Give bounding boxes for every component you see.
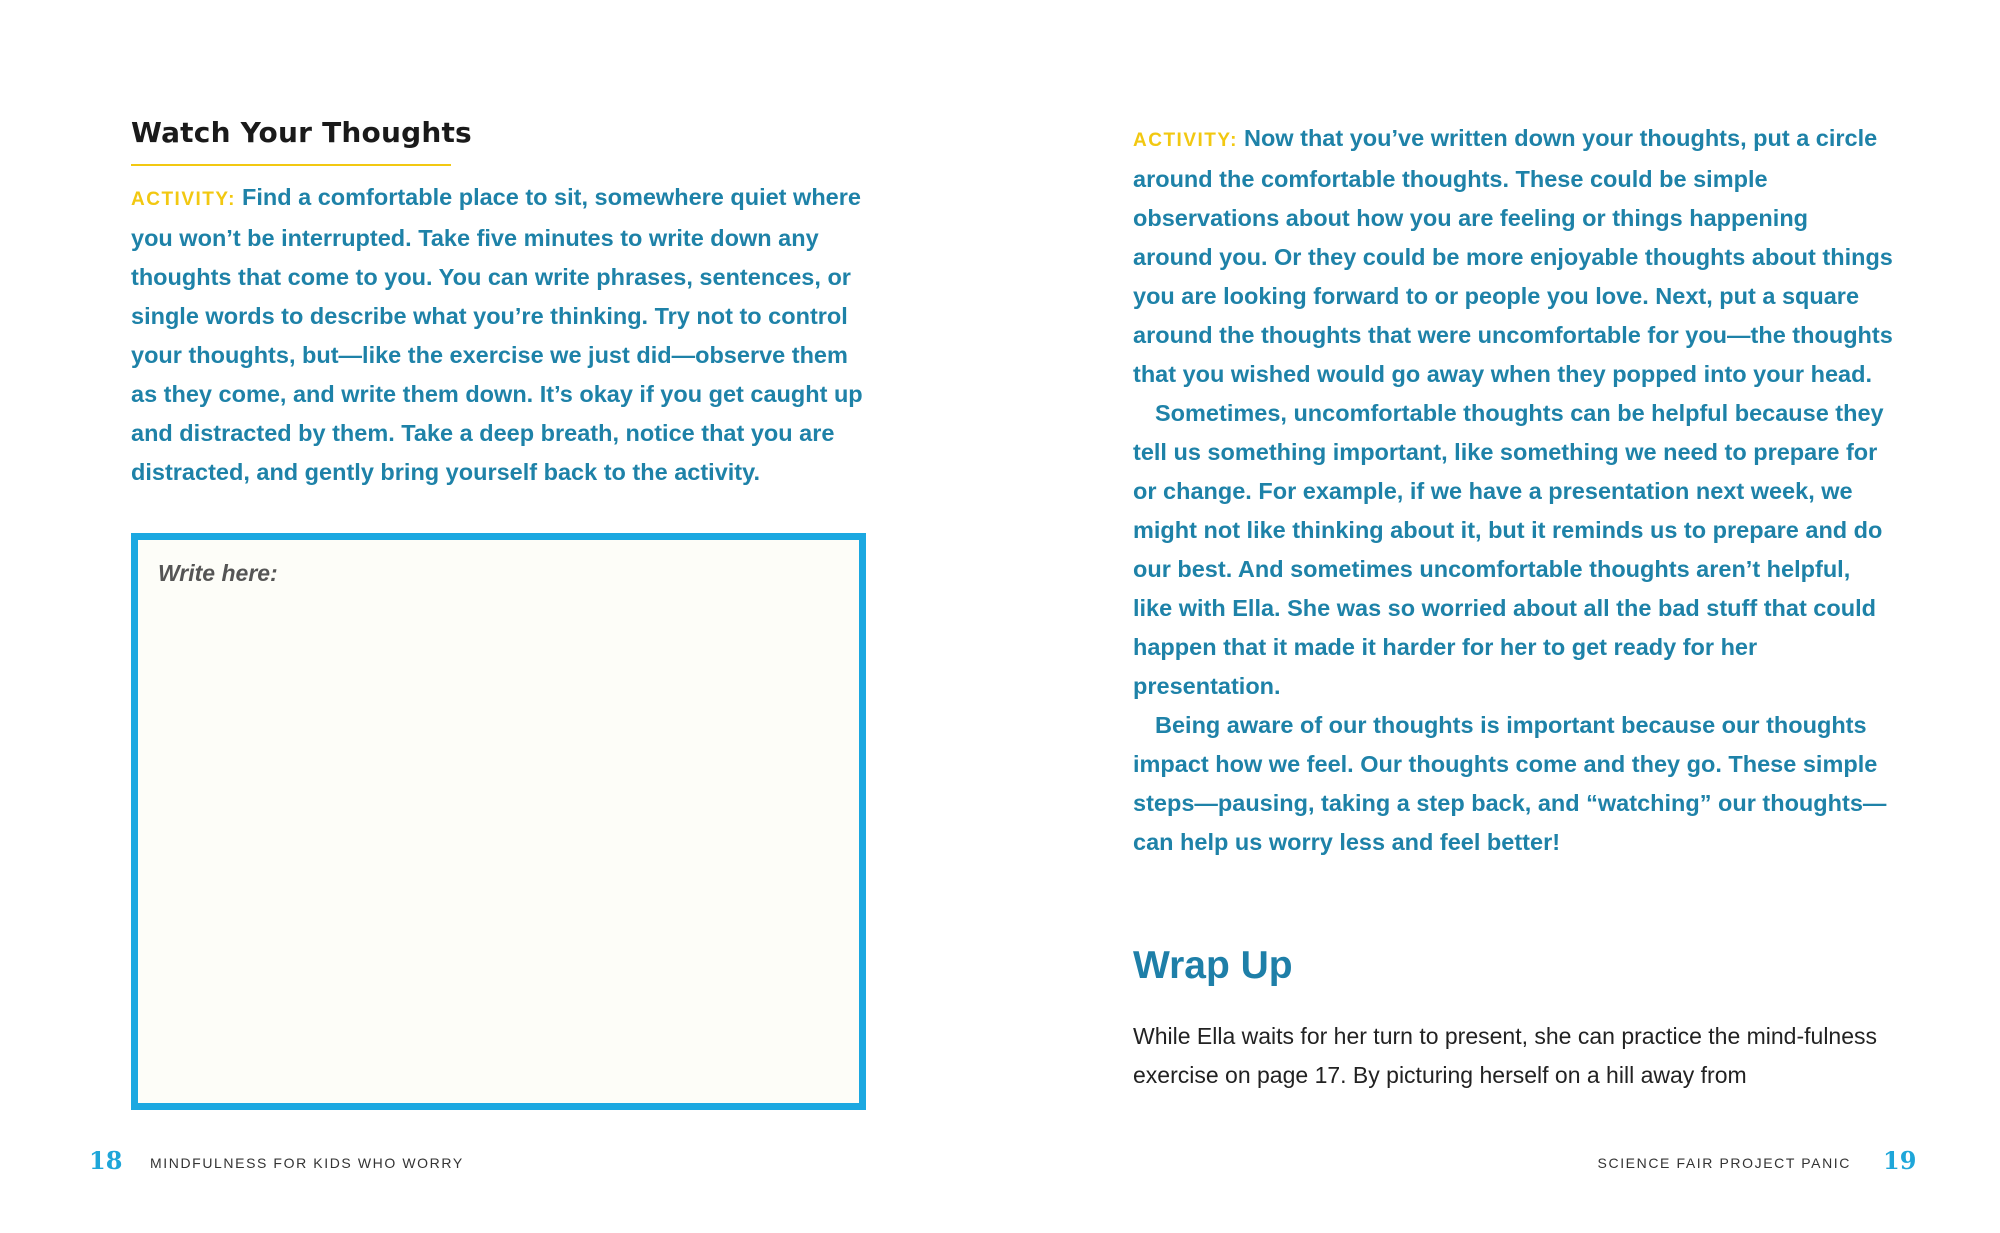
activity-label: ACTIVITY:	[131, 189, 236, 210]
right-page	[1000, 0, 2000, 1233]
write-here-label: Write here:	[158, 560, 278, 586]
wrap-up-text: While Ella waits for her turn to present, she can practice the mind-fulness exercise on page 17. By picturing herself on a hill away from	[1133, 1023, 1878, 1088]
activity-continued	[1133, 119, 1893, 862]
activity-paragraph-text: Now that you’ve written down your thoughts, put a circle around the comfortable thoughts. These could be simple observations about how you are feeling or things happening around you. Or they could be more enjoyable thoughts about things you are looking forward to or people you love. Next, put a square around the thoughts that were uncomfortable for you—the thoughts that you wished would go away when they popped into your head.	[1133, 125, 1893, 387]
activity-paragraph: Sometimes, uncomfortable thoughts can be helpful because they tell us something important, like something we need to prepare for or change. For example, if we have a presentation next week, we might not like thinking about it, but it reminds us to prepare and do our best. And sometimes uncomfortable thoughts aren’t helpful, like with Ella. She was so worried about all the bad stuff that could happen that it made it harder for her to get ready for her presentation.	[1133, 400, 1884, 699]
activity-paragraph: Being aware of our thoughts is important because our thoughts impact how we feel. Our thoughts come and they go. These simple steps—pausing, taking a step back, and “watching” our thoughts—can help us worry less and feel better!	[1133, 712, 1887, 855]
running-title: SCIENCE FAIR PROJECT PANIC	[1597, 1155, 1851, 1171]
write-here-box[interactable]	[131, 533, 866, 1110]
wrap-up-heading: Wrap Up	[1133, 944, 1293, 987]
heading-underline	[131, 164, 451, 166]
section-heading: Watch Your Thoughts	[131, 116, 472, 149]
activity-paragraph	[1133, 119, 1893, 394]
activity-label: ACTIVITY:	[1133, 130, 1238, 151]
activity-text: Find a comfortable place to sit, somewhere quiet where you won’t be interrupted. Take five minutes to write down any thoughts that come to you. You can write phrases, sentences, or single words to describe what you’re thinking. Try not to control your thoughts, but—like the exercise we just did—observe them as they come, and write them down. It’s okay if you get caught up and distracted by them. Take a deep breath, notice that you are distracted, and gently bring yourself back to the activity.	[131, 184, 863, 485]
running-title: MINDFULNESS FOR KIDS WHO WORRY	[150, 1155, 464, 1171]
activity-instructions	[131, 178, 871, 492]
page-number: 18	[89, 1146, 123, 1175]
page-number: 19	[1883, 1146, 1917, 1175]
